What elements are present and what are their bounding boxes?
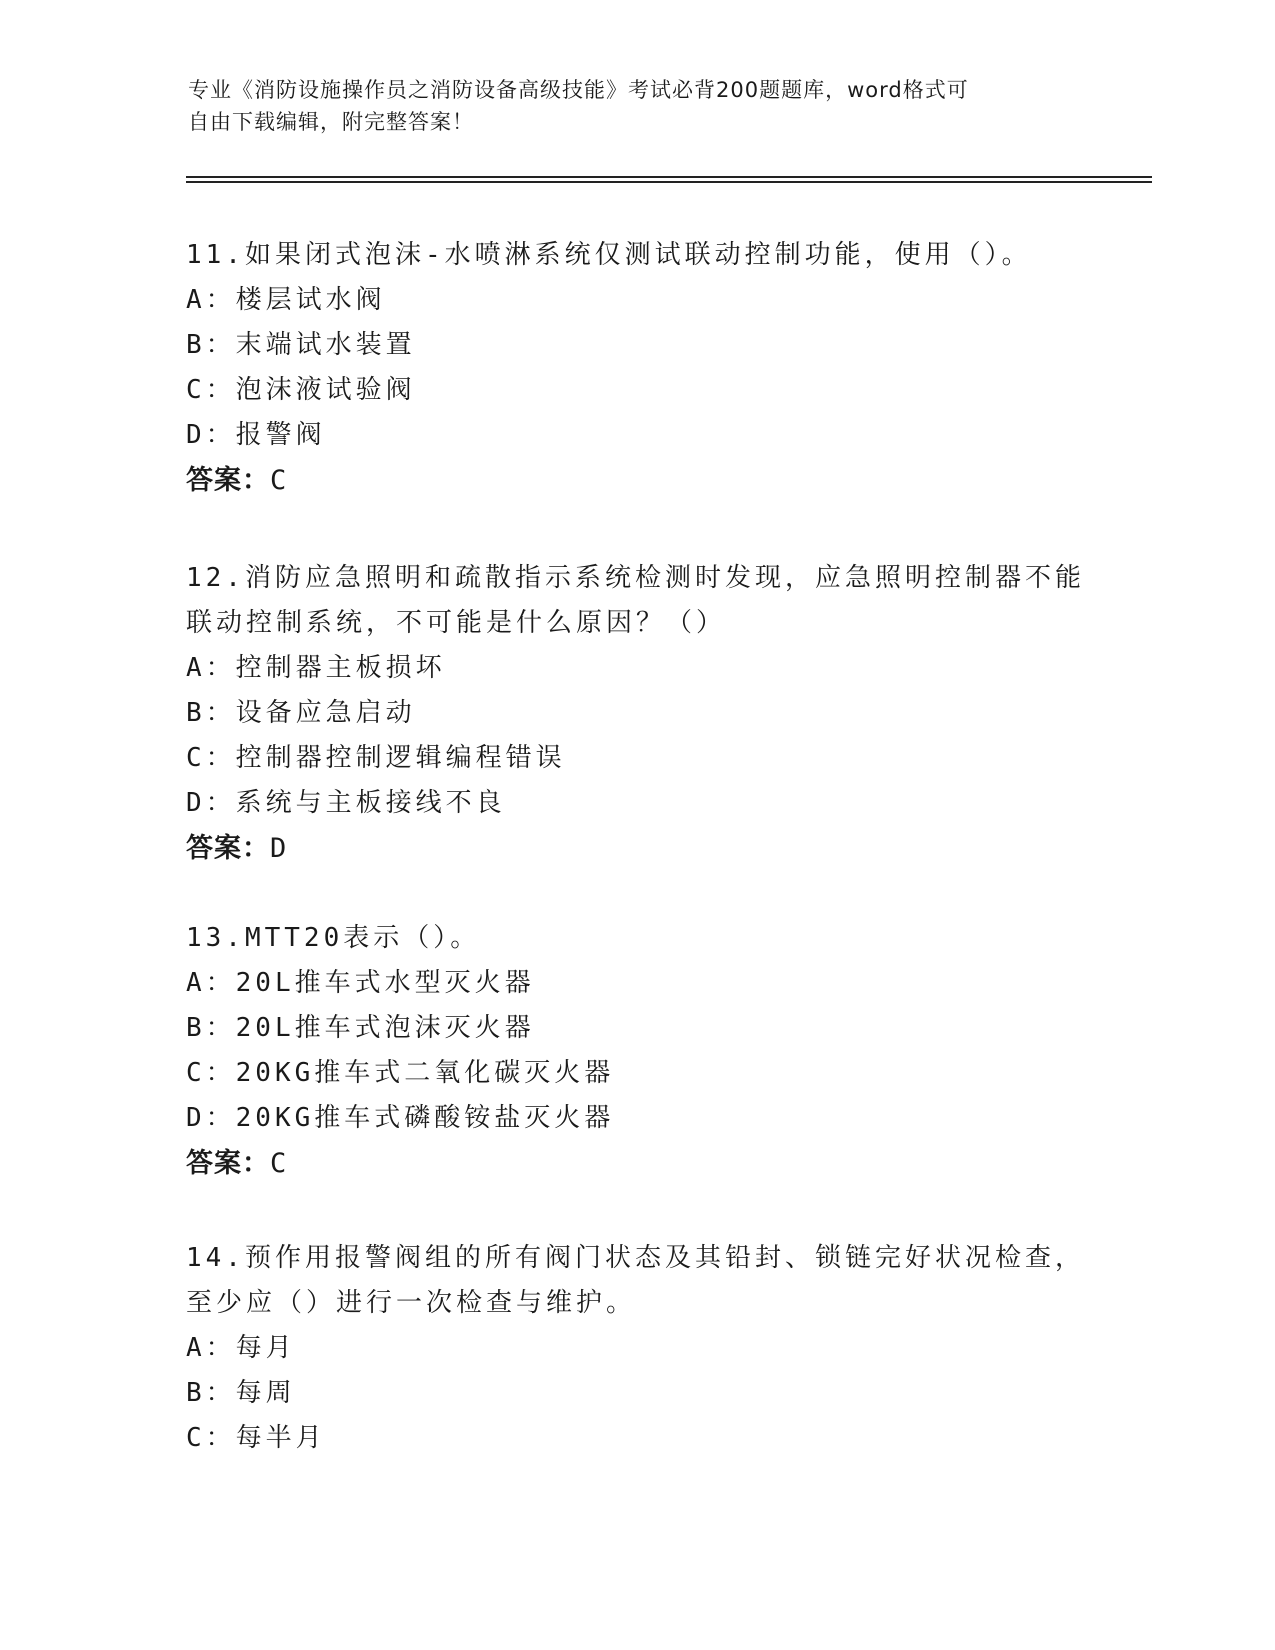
question-11 <box>186 233 1086 504</box>
option-b: B：20L推车式泡沫灭火器 <box>186 1013 535 1043</box>
question-stem: 13.MTT20表示（）。 <box>186 923 481 953</box>
document-header <box>188 74 1088 138</box>
option-c: C：每半月 <box>186 1423 326 1453</box>
option-b: B：设备应急启动 <box>186 698 416 728</box>
header-rule-top <box>186 176 1152 178</box>
answer-label: 答案： <box>186 465 270 496</box>
answer-line <box>186 1141 1086 1187</box>
option-c: C：控制器控制逻辑编程错误 <box>186 743 566 773</box>
option-b: B：每周 <box>186 1378 296 1408</box>
answer-label: 答案： <box>186 1148 270 1179</box>
question-stem: 14.预作用报警阀组的所有阀门状态及其铅封、锁链完好状况检查，至少应（）进行一次检查与维护。 <box>186 1243 1085 1318</box>
option-c: C：泡沫液试验阀 <box>186 375 416 405</box>
answer-value: D <box>270 833 288 864</box>
option-d: D：报警阀 <box>186 420 326 450</box>
answer-line <box>186 826 1086 872</box>
answer-value: C <box>270 465 288 496</box>
question-12 <box>186 556 1086 872</box>
question-13 <box>186 916 1086 1187</box>
option-d: D：20KG推车式磷酸铵盐灭火器 <box>186 1103 615 1133</box>
option-a: A：楼层试水阀 <box>186 285 386 315</box>
answer-label: 答案： <box>186 833 270 864</box>
question-stem: 11.如果闭式泡沫-水喷淋系统仅测试联动控制功能，使用（）。 <box>186 240 1032 270</box>
header-line-2: 自由下载编辑，附完整答案！ <box>188 110 474 134</box>
answer-value: C <box>270 1148 288 1179</box>
option-d: D：系统与主板接线不良 <box>186 788 506 818</box>
option-a: A：每月 <box>186 1333 296 1363</box>
header-rule-bottom <box>186 181 1152 183</box>
question-stem: 12.消防应急照明和疏散指示系统检测时发现，应急照明控制器不能联动控制系统，不可能是什么原因？（） <box>186 563 1085 638</box>
option-c: C：20KG推车式二氧化碳灭火器 <box>186 1058 615 1088</box>
header-line-1: 专业《消防设施操作员之消防设备高级技能》考试必背200题题库，word格式可 <box>188 78 969 102</box>
answer-line <box>186 458 1086 504</box>
question-14 <box>186 1236 1086 1461</box>
option-a: A：20L推车式水型灭火器 <box>186 968 535 998</box>
option-a: A：控制器主板损坏 <box>186 653 446 683</box>
option-b: B：末端试水装置 <box>186 330 416 360</box>
